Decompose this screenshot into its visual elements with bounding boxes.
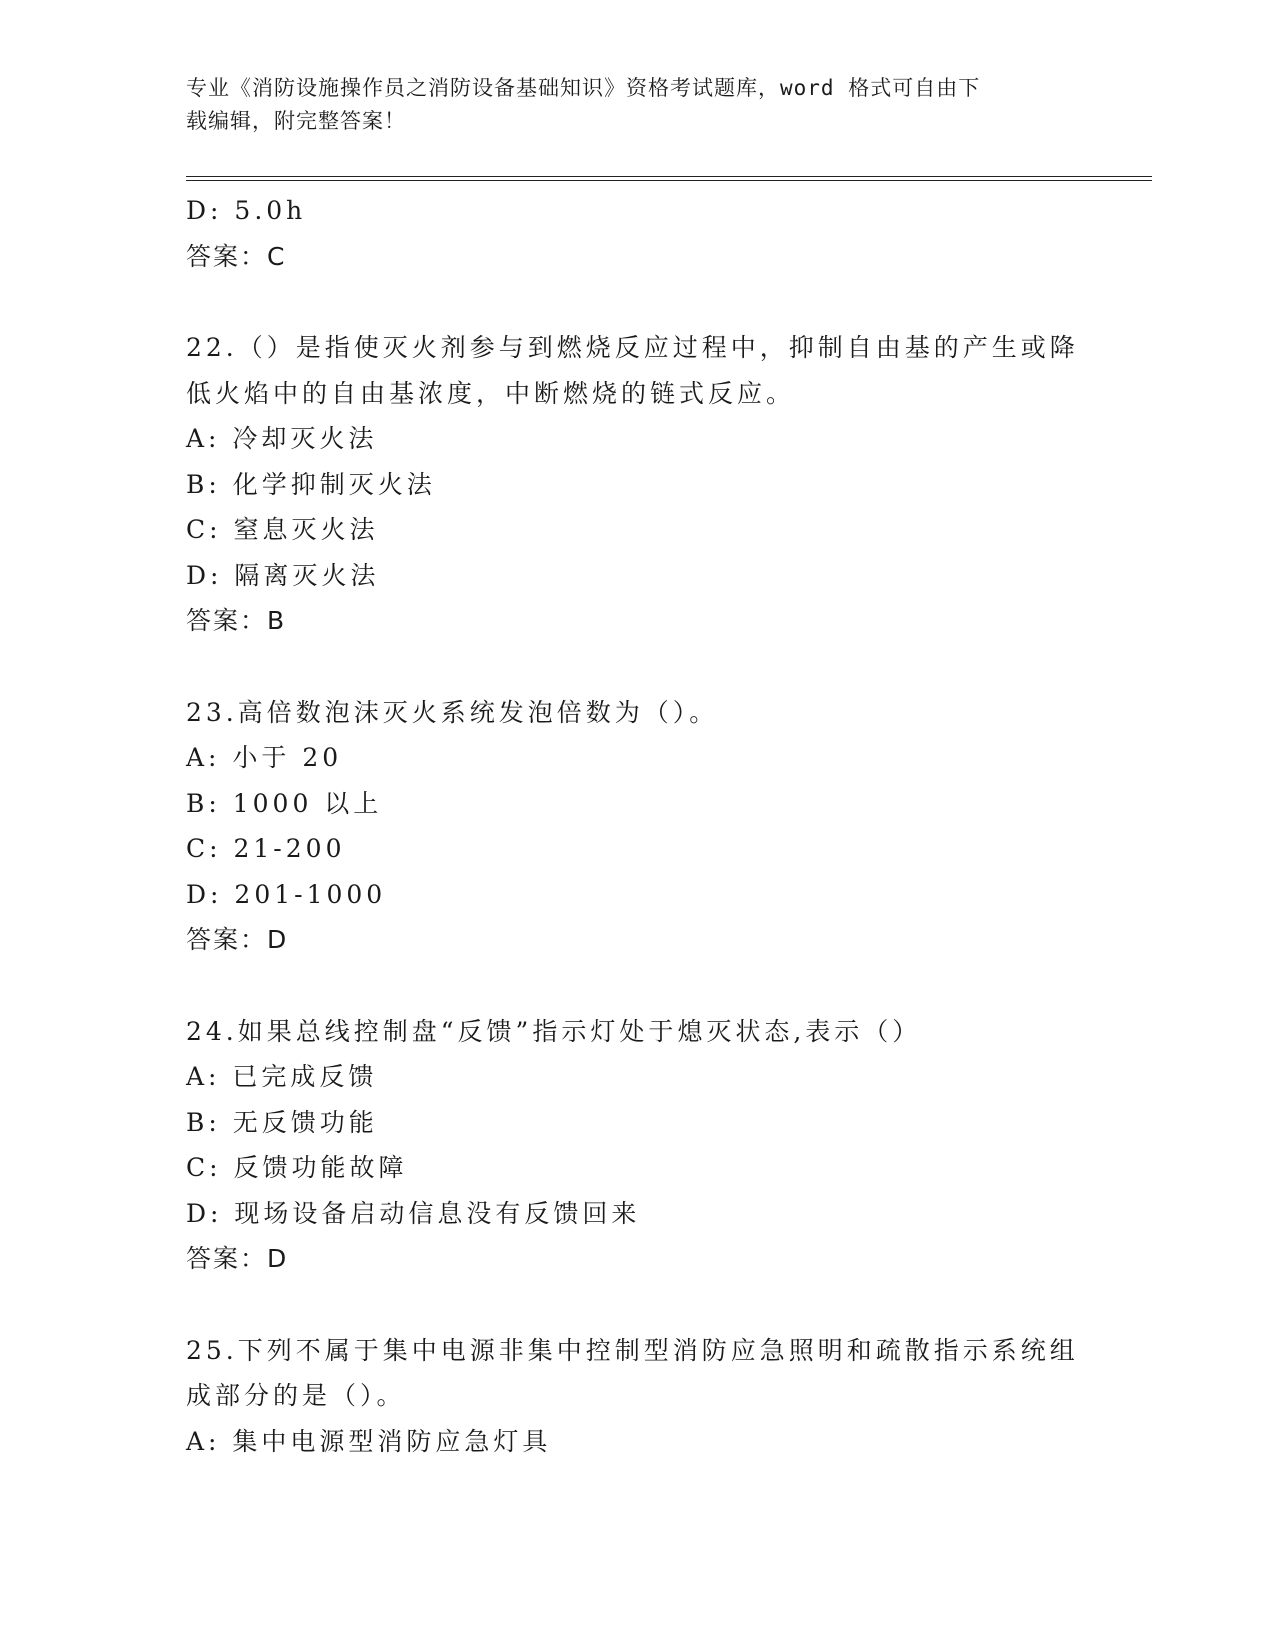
question-22 <box>186 325 1086 644</box>
header-divider <box>186 176 1152 181</box>
option-b: B: 无反馈功能 <box>186 1107 378 1137</box>
answer: 答案：D <box>186 1244 289 1273</box>
document-header <box>186 72 1066 138</box>
question-stem: 24.如果总线控制盘“反馈”指示灯处于熄灭状态,表示（） <box>186 1016 922 1046</box>
question-stem: 23.高倍数泡沫灭火系统发泡倍数为（）。 <box>186 697 719 727</box>
option-c: C: 21-200 <box>186 834 346 863</box>
answer: 答案：B <box>186 606 287 635</box>
option-b: B: 化学抑制灭火法 <box>186 469 436 499</box>
option-d: D: 201-1000 <box>186 879 387 909</box>
option-a: A: 集中电源型消防应急灯具 <box>186 1426 552 1456</box>
question-23 <box>186 690 1086 963</box>
prev-option-d: D: 5.0h <box>186 196 307 225</box>
option-d: D: 隔离灭火法 <box>186 560 380 590</box>
prev-answer: 答案：C <box>186 241 287 271</box>
question-content <box>186 188 1086 1464</box>
option-c: C: 窒息灭火法 <box>186 515 379 544</box>
option-b: B: 1000 以上 <box>186 788 383 818</box>
option-d: D: 现场设备启动信息没有反馈回来 <box>186 1198 641 1228</box>
header-line-2: 载编辑，附完整答案！ <box>186 109 406 133</box>
question-stem: 25.下列不属于集中电源非集中控制型消防应急照明和疏散指示系统组 <box>186 1335 1079 1365</box>
option-a: A: 小于 20 <box>186 743 343 772</box>
question-stem-cont: 低火焰中的自由基浓度，中断燃烧的链式反应。 <box>186 378 796 408</box>
question-25 <box>186 1328 1086 1465</box>
question-stem-cont: 成部分的是（）。 <box>186 1381 406 1410</box>
header-line-1: 专业《消防设施操作员之消防设备基础知识》资格考试题库，word 格式可自由下 <box>186 76 981 100</box>
question-24 <box>186 1009 1086 1282</box>
answer: 答案：D <box>186 925 289 954</box>
option-c: C: 反馈功能故障 <box>186 1153 408 1182</box>
option-a: A: 冷却灭火法 <box>186 424 378 453</box>
option-a: A: 已完成反馈 <box>186 1062 378 1091</box>
question-stem: 22.（）是指使灭火剂参与到燃烧反应过程中，抑制自由基的产生或降 <box>186 333 1079 362</box>
